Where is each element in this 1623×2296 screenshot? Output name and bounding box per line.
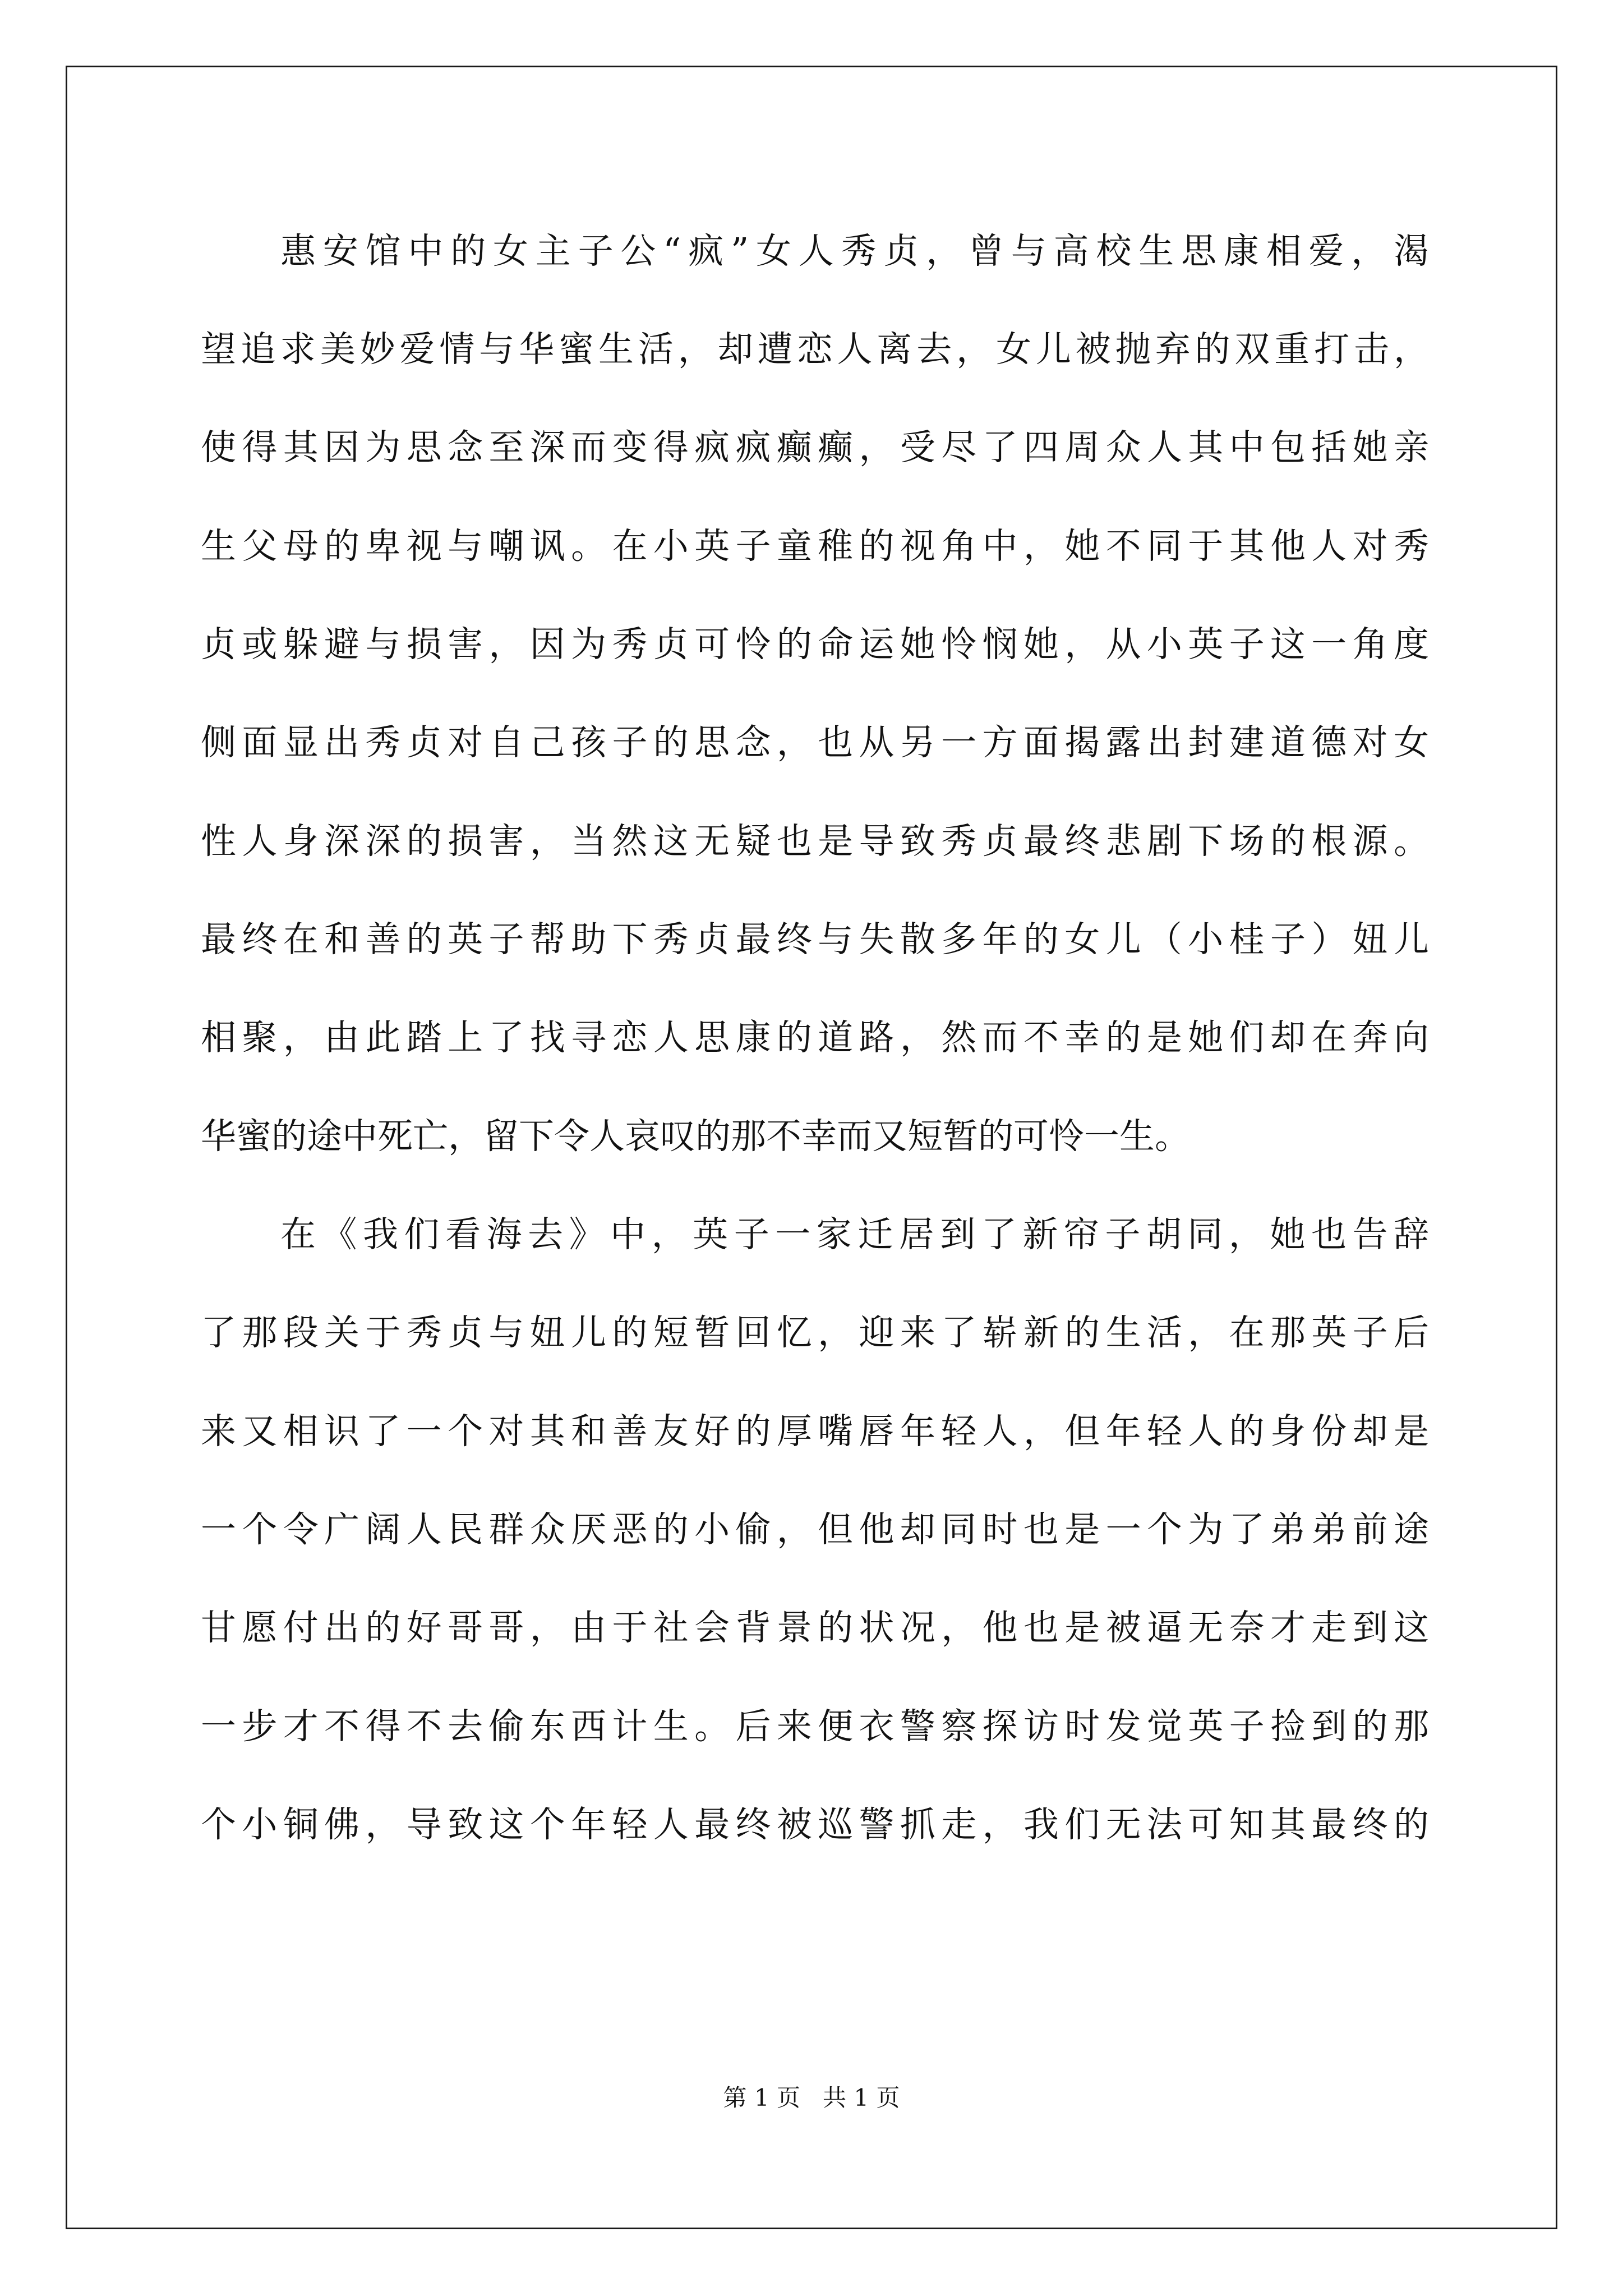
- paragraph-1-line-1: 惠安馆中的女主子公“疯”女人秀贞，曾与高校生思康相爱，渴: [280, 231, 1429, 272]
- page-number-current: 第 1 页: [723, 2084, 800, 2111]
- paragraph-1-line-3: 使得其因为思念至深而变得疯疯癫癫，受尽了四周众人其中包括她亲: [201, 427, 1429, 468]
- paragraph-1-line-6: 侧面显出秀贞对自己孩子的思念，也从另一方面揭露出封建道德对女: [201, 722, 1429, 763]
- paragraph-2-line-4: 一个令广阔人民群众厌恶的小偷，但他却同时也是一个为了弟弟前途: [201, 1509, 1429, 1550]
- page-number-total: 共 1 页: [823, 2084, 900, 2111]
- paragraph-2-line-7: 个小铜佛，导致这个年轻人最终被巡警抓走，我们无法可知其最终的: [201, 1804, 1429, 1845]
- paragraph-1-line-7: 性人身深深的损害，当然这无疑也是导致秀贞最终悲剧下场的根源。: [201, 821, 1429, 862]
- footer-gap: [800, 2084, 823, 2111]
- paragraph-2-line-2: 了那段关于秀贞与妞儿的短暂回忆，迎来了崭新的生活，在那英子后: [201, 1312, 1429, 1353]
- paragraph-1-line-9: 相聚，由此踏上了找寻恋人思康的道路，然而不幸的是她们却在奔向: [201, 1017, 1429, 1058]
- paragraph-1-line-2: 望追求美妙爱情与华蜜生活，却遭恋人离去，女儿被抛弃的双重打击，: [201, 329, 1429, 370]
- page-footer: [0, 2081, 1623, 2115]
- paragraph-1-line-4: 生父母的卑视与嘲讽。在小英子童稚的视角中，她不同于其他人对秀: [201, 526, 1429, 567]
- paragraph-1-line-10: 华蜜的途中死亡，留下令人哀叹的那不幸而又短暂的可怜一生。: [201, 1116, 1190, 1157]
- paragraph-2-line-1: 在《我们看海去》中，英子一家迁居到了新帘子胡同，她也告辞: [280, 1214, 1429, 1255]
- paragraph-1-line-8: 最终在和善的英子帮助下秀贞最终与失散多年的女儿（小桂子）妞儿: [201, 919, 1429, 960]
- paragraph-1-line-5: 贞或躲避与损害，因为秀贞可怜的命运她怜悯她，从小英子这一角度: [201, 624, 1429, 665]
- paragraph-2-line-3: 来又相识了一个对其和善友好的厚嘴唇年轻人，但年轻人的身份却是: [201, 1411, 1429, 1452]
- paragraph-2-line-5: 甘愿付出的好哥哥，由于社会背景的状况，他也是被逼无奈才走到这: [201, 1607, 1429, 1648]
- paragraph-2-line-6: 一步才不得不去偷东西计生。后来便衣警察探访时发觉英子捡到的那: [201, 1706, 1429, 1747]
